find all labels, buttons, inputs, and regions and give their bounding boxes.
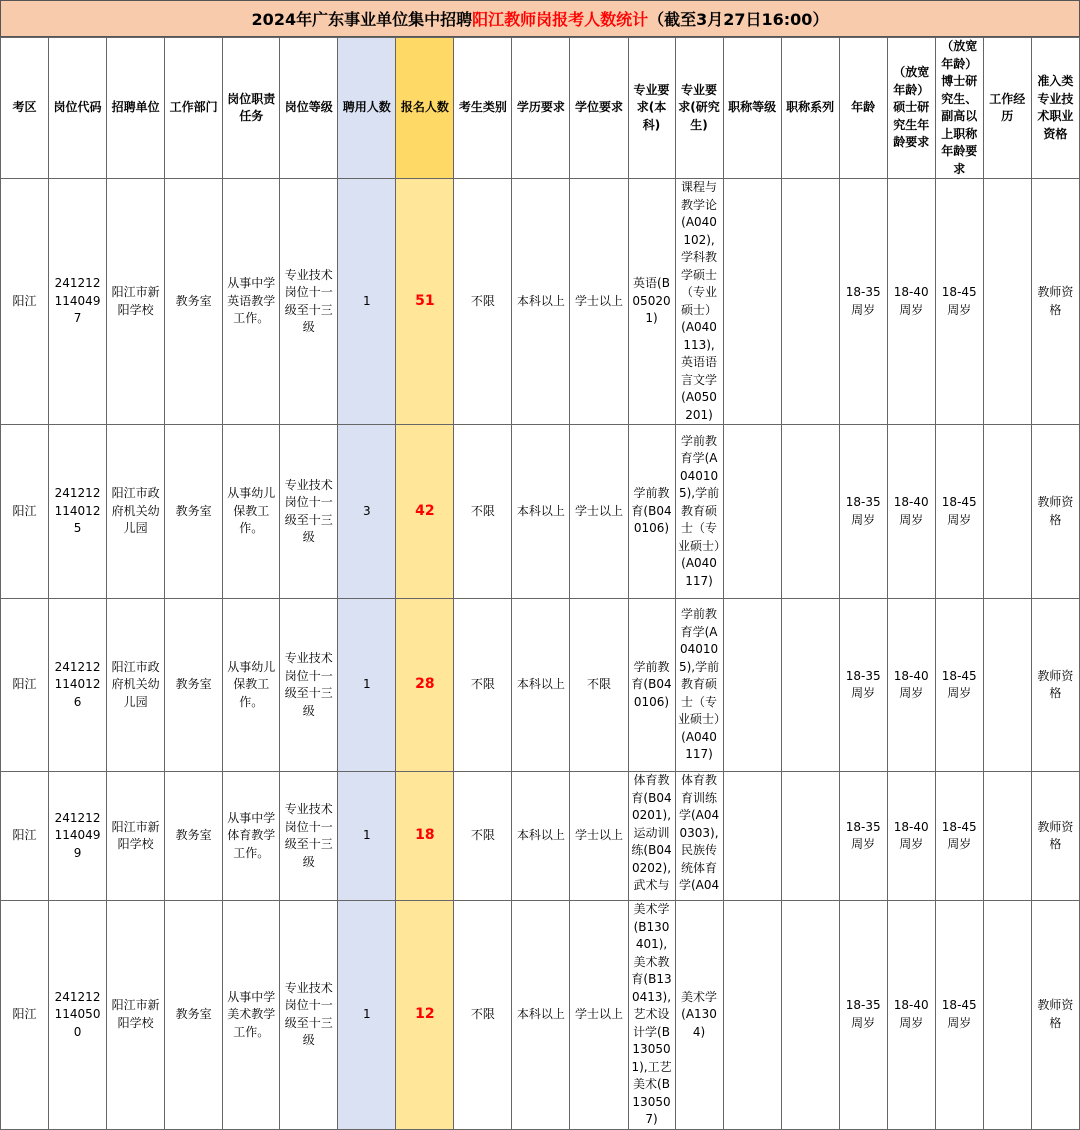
table-row [1, 772, 1080, 901]
cell-unit[interactable]: 阳江市新阳学校 [107, 772, 165, 901]
cell-major-ug[interactable]: 学前教育(B040106) [628, 425, 675, 599]
header-age-phd[interactable]: （放宽年龄）博士研究生、副高以上职称年龄要求 [935, 38, 983, 179]
cell-qualification[interactable]: 教师资格 [1031, 901, 1079, 1130]
cell-area[interactable]: 阳江 [1, 772, 49, 901]
cell-experience[interactable] [983, 901, 1031, 1130]
cell-level[interactable]: 专业技术岗位十一级至十三级 [280, 772, 338, 901]
cell-code[interactable]: 2412121140125 [49, 425, 107, 599]
cell-title-level[interactable] [723, 179, 781, 425]
cell-hire[interactable]: 1 [338, 901, 396, 1130]
cell-experience[interactable] [983, 599, 1031, 772]
cell-code[interactable]: 2412121140497 [49, 179, 107, 425]
cell-major-ug[interactable] [628, 772, 675, 901]
cell-code[interactable]: 2412121140499 [49, 772, 107, 901]
cell-major-pg[interactable]: 美术学(A1304) [675, 901, 723, 1130]
cell-hire[interactable]: 1 [338, 772, 396, 901]
cell-experience[interactable] [983, 425, 1031, 599]
cell-title-series[interactable] [781, 772, 839, 901]
title-highlight: 阳江教师岗报考人数统计 [472, 10, 649, 29]
header-major-pg[interactable]: 专业要求(研究生) [675, 38, 723, 179]
header-age[interactable]: 年龄 [839, 38, 887, 179]
header-title-level[interactable]: 职称等级 [723, 38, 781, 179]
cell-title-series[interactable] [781, 901, 839, 1130]
cell-level[interactable]: 专业技术岗位十一级至十三级 [280, 179, 338, 425]
cell-age-phd[interactable]: 18-45周岁 [935, 772, 983, 901]
header-hire[interactable]: 聘用人数 [338, 38, 396, 179]
cell-unit[interactable]: 阳江市政府机关幼儿园 [107, 599, 165, 772]
cell-degree[interactable]: 不限 [570, 599, 628, 772]
cell-unit[interactable]: 阳江市新阳学校 [107, 179, 165, 425]
cell-degree[interactable]: 学士以上 [570, 901, 628, 1130]
cell-age[interactable]: 18-35周岁 [839, 179, 887, 425]
table-row [1, 425, 1080, 599]
cell-age-phd[interactable]: 18-45周岁 [935, 901, 983, 1130]
cell-edu[interactable]: 本科以上 [512, 901, 570, 1130]
cell-age-master[interactable]: 18-40周岁 [887, 599, 935, 772]
cell-qualification[interactable]: 教师资格 [1031, 179, 1079, 425]
header-dept[interactable]: 工作部门 [165, 38, 223, 179]
cell-code[interactable]: 2412121140500 [49, 901, 107, 1130]
cell-hire[interactable]: 1 [338, 599, 396, 772]
cell-title-series[interactable] [781, 425, 839, 599]
cell-title-level[interactable] [723, 599, 781, 772]
cell-degree[interactable]: 学士以上 [570, 179, 628, 425]
header-level[interactable]: 岗位等级 [280, 38, 338, 179]
cell-degree[interactable]: 学士以上 [570, 772, 628, 901]
cell-duty[interactable]: 从事幼儿保教工作。 [223, 425, 280, 599]
cell-age[interactable]: 18-35周岁 [839, 425, 887, 599]
cell-duty[interactable]: 从事中学美术教学工作。 [223, 901, 280, 1130]
cell-area[interactable]: 阳江 [1, 901, 49, 1130]
cell-category[interactable]: 不限 [454, 901, 512, 1130]
cell-code[interactable]: 2412121140126 [49, 599, 107, 772]
cell-category[interactable]: 不限 [454, 179, 512, 425]
cell-major-ug[interactable]: 学前教育(B040106) [628, 599, 675, 772]
header-apply[interactable]: 报名人数 [396, 38, 454, 179]
header-category[interactable]: 考生类别 [454, 38, 512, 179]
cell-title-level[interactable] [723, 901, 781, 1130]
cell-title-series[interactable] [781, 599, 839, 772]
cell-qualification[interactable]: 教师资格 [1031, 772, 1079, 901]
cell-apply[interactable]: 51 [396, 179, 454, 425]
cell-degree[interactable]: 学士以上 [570, 425, 628, 599]
cell-dept[interactable]: 教务室 [165, 772, 223, 901]
cell-edu[interactable]: 本科以上 [512, 772, 570, 901]
cell-edu[interactable]: 本科以上 [512, 599, 570, 772]
cell-edu[interactable]: 本科以上 [512, 425, 570, 599]
cell-duty[interactable]: 从事幼儿保教工作。 [223, 599, 280, 772]
cell-experience[interactable] [983, 179, 1031, 425]
header-major-ug[interactable]: 专业要求(本科) [628, 38, 675, 179]
cell-major-ug-text: 体育教育(B040201),运动训练(B040202),武术与 [631, 773, 672, 892]
cell-experience[interactable] [983, 772, 1031, 901]
cell-unit[interactable]: 阳江市新阳学校 [107, 901, 165, 1130]
recruitment-table [0, 37, 1080, 1130]
cell-major-pg[interactable]: 学前教育学(A040105),学前教育硕士（专业硕士）(A040117) [675, 425, 723, 599]
cell-area[interactable]: 阳江 [1, 179, 49, 425]
cell-apply[interactable]: 28 [396, 599, 454, 772]
table-row [1, 179, 1080, 425]
cell-level[interactable]: 专业技术岗位十一级至十三级 [280, 425, 338, 599]
cell-duty[interactable]: 从事中学体育教学工作。 [223, 772, 280, 901]
cell-category[interactable]: 不限 [454, 772, 512, 901]
title-suffix: （截至3月27日16:00） [648, 10, 829, 29]
cell-dept[interactable]: 教务室 [165, 179, 223, 425]
cell-title-level[interactable] [723, 772, 781, 901]
cell-age[interactable]: 18-35周岁 [839, 901, 887, 1130]
cell-edu[interactable]: 本科以上 [512, 179, 570, 425]
cell-dept[interactable]: 教务室 [165, 425, 223, 599]
cell-age-master[interactable]: 18-40周岁 [887, 901, 935, 1130]
cell-title-level[interactable] [723, 425, 781, 599]
cell-age-phd[interactable]: 18-45周岁 [935, 425, 983, 599]
header-duty[interactable]: 岗位职责任务 [223, 38, 280, 179]
cell-category[interactable]: 不限 [454, 599, 512, 772]
header-degree[interactable]: 学位要求 [570, 38, 628, 179]
cell-qualification[interactable]: 教师资格 [1031, 425, 1079, 599]
cell-age-master[interactable]: 18-40周岁 [887, 179, 935, 425]
cell-level[interactable]: 专业技术岗位十一级至十三级 [280, 901, 338, 1130]
cell-major-ug[interactable]: 美术学(B130401),美术教育(B130413),艺术设计学(B130501),工艺美术(B130507) [628, 901, 675, 1130]
cell-category[interactable]: 不限 [454, 425, 512, 599]
header-unit[interactable]: 招聘单位 [107, 38, 165, 179]
cell-major-pg[interactable]: 学前教育学(A040105),学前教育硕士（专业硕士）(A040117) [675, 599, 723, 772]
cell-major-pg[interactable] [675, 772, 723, 901]
cell-dept[interactable]: 教务室 [165, 901, 223, 1130]
cell-hire[interactable]: 3 [338, 425, 396, 599]
cell-duty[interactable]: 从事中学英语教学工作。 [223, 179, 280, 425]
header-age-master[interactable]: （放宽年龄）硕士研究生年龄要求 [887, 38, 935, 179]
cell-age-phd[interactable]: 18-45周岁 [935, 599, 983, 772]
cell-dept[interactable]: 教务室 [165, 599, 223, 772]
cell-major-ug[interactable]: 英语(B050201) [628, 179, 675, 425]
cell-level[interactable]: 专业技术岗位十一级至十三级 [280, 599, 338, 772]
header-qualification[interactable]: 准入类专业技术职业资格 [1031, 38, 1079, 179]
cell-age[interactable]: 18-35周岁 [839, 599, 887, 772]
cell-apply[interactable]: 42 [396, 425, 454, 599]
table-row [1, 599, 1080, 772]
cell-unit[interactable]: 阳江市政府机关幼儿园 [107, 425, 165, 599]
header-area[interactable]: 考区 [1, 38, 49, 179]
header-code[interactable]: 岗位代码 [49, 38, 107, 179]
cell-hire[interactable]: 1 [338, 179, 396, 425]
header-edu[interactable]: 学历要求 [512, 38, 570, 179]
title-prefix: 2024年广东事业单位集中招聘 [251, 10, 473, 29]
cell-age-phd[interactable]: 18-45周岁 [935, 179, 983, 425]
cell-age[interactable]: 18-35周岁 [839, 772, 887, 901]
header-row [1, 38, 1080, 179]
cell-apply[interactable]: 12 [396, 901, 454, 1130]
cell-age-master[interactable]: 18-40周岁 [887, 425, 935, 599]
cell-title-series[interactable] [781, 179, 839, 425]
cell-area[interactable]: 阳江 [1, 425, 49, 599]
cell-age-master[interactable]: 18-40周岁 [887, 772, 935, 901]
cell-qualification[interactable]: 教师资格 [1031, 599, 1079, 772]
table-row [1, 901, 1080, 1130]
header-title-series[interactable]: 职称系列 [781, 38, 839, 179]
cell-major-pg[interactable]: 课程与教学论(A040102),学科教学硕士（专业硕士）(A040113),英语语言文学(A050201) [675, 179, 723, 425]
header-experience[interactable]: 工作经历 [983, 38, 1031, 179]
sheet-title [0, 0, 1080, 37]
cell-area[interactable]: 阳江 [1, 599, 49, 772]
cell-apply[interactable]: 18 [396, 772, 454, 901]
cell-major-pg-text: 体育教育训练学(A040303),民族传统体育学(A04 [678, 773, 720, 892]
